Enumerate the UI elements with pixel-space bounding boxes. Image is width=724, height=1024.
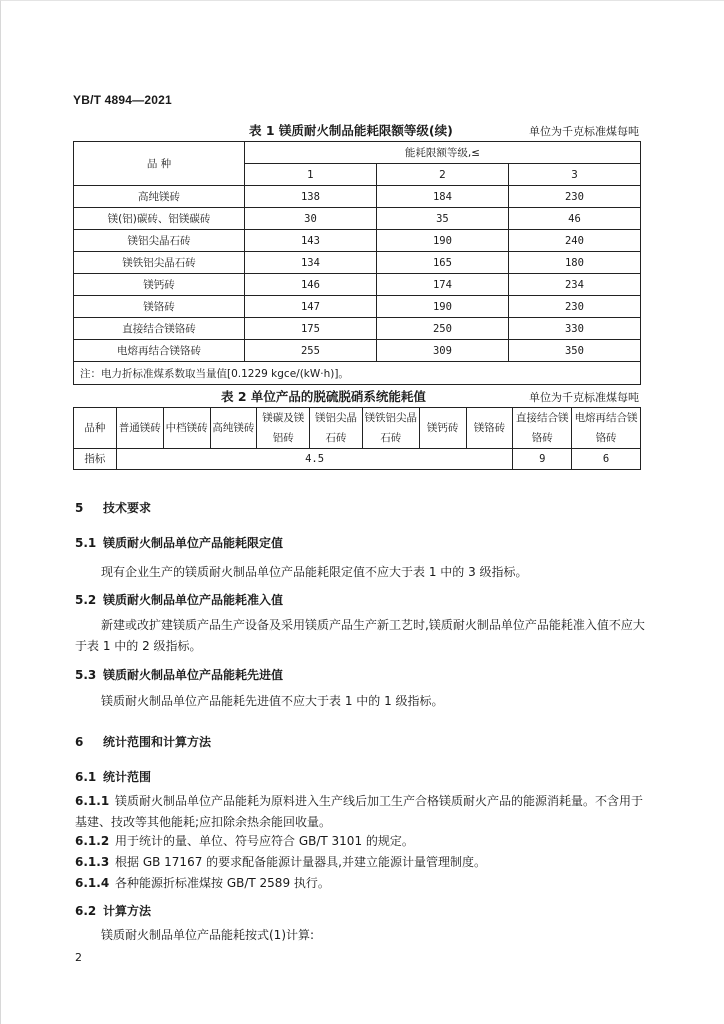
energy-limit-table [73, 141, 641, 385]
table1-cell: 184 [376, 186, 508, 208]
paragraph: 新建或改扩建镁质产品生产设备及采用镁质产品生产新工艺时,镁质耐火制品单位产品能耗准入值不应大于表 1 中的 2 级指标。 [75, 618, 645, 653]
table2-head: 直接结合镁铬砖 [513, 408, 572, 449]
section-heading [75, 733, 211, 750]
section-heading [75, 499, 151, 516]
document-code: YB/T 4894—2021 [73, 93, 172, 107]
section-number: 5.1 [75, 536, 97, 550]
section-title: 镁质耐火制品单位产品能耗先进值 [103, 668, 284, 682]
table1-row-name: 直接结合镁铬砖 [74, 318, 245, 340]
clause-number: 6.1.3 [75, 855, 110, 869]
table-row [74, 340, 641, 362]
clause-text: 各种能源折标准煤按 GB/T 2589 执行。 [115, 876, 330, 890]
table1-row-name: 镁(铝)碳砖、铝镁碳砖 [74, 208, 245, 230]
table1-grade: 2 [376, 164, 508, 186]
table2-value: 6 [572, 449, 641, 470]
table2-head: 高纯镁砖 [210, 408, 257, 449]
clause-text: 根据 GB 17167 的要求配备能源计量器具,并建立能源计量管理制度。 [115, 855, 486, 869]
table1-cell: 134 [245, 252, 377, 274]
clause-number: 6.1.1 [75, 794, 110, 808]
table1-cell: 250 [376, 318, 508, 340]
table-row [74, 449, 641, 470]
section-number: 5.3 [75, 668, 97, 682]
table2-row-label: 指标 [74, 449, 117, 470]
table1-cell: 147 [245, 296, 377, 318]
table1-cell: 174 [376, 274, 508, 296]
table1-unit: 单位为千克标准煤每吨 [529, 125, 639, 138]
section-title: 统计范围 [103, 770, 152, 784]
table1-cell: 138 [245, 186, 377, 208]
table2-head: 镁碳及镁铝砖 [257, 408, 310, 449]
table1-grade: 3 [508, 164, 640, 186]
table1-cell: 190 [376, 296, 508, 318]
table1-row-name: 镁钙砖 [74, 274, 245, 296]
table1-head-name: 品 种 [74, 142, 245, 186]
table1-caption: 表 1 镁质耐火制品能耗限额等级(续) [249, 123, 453, 138]
paragraph: 镁质耐火制品单位产品能耗先进值不应大于表 1 中的 1 级指标。 [101, 694, 444, 708]
table1-cell: 46 [508, 208, 640, 230]
section-title: 计算方法 [103, 904, 152, 918]
table2-value: 9 [513, 449, 572, 470]
table1-head-group: 能耗限额等级,≤ [245, 142, 641, 164]
desulfurization-table [73, 407, 641, 470]
table-row [74, 186, 641, 208]
table1-cell: 30 [245, 208, 377, 230]
table1-cell: 309 [376, 340, 508, 362]
clause-number: 6.1.4 [75, 876, 110, 890]
table-row [74, 318, 641, 340]
section-title: 镁质耐火制品单位产品能耗准入值 [103, 593, 284, 607]
table1-cell: 350 [508, 340, 640, 362]
table1-cell: 190 [376, 230, 508, 252]
section-title: 镁质耐火制品单位产品能耗限定值 [103, 536, 284, 550]
section-heading [75, 666, 283, 683]
table2-head: 电熔再结合镁铬砖 [572, 408, 641, 449]
paragraph: 现有企业生产的镁质耐火制品单位产品能耗限定值不应大于表 1 中的 3 级指标。 [101, 565, 528, 579]
section-heading [75, 534, 283, 551]
section-number: 6.2 [75, 904, 97, 918]
section-title: 技术要求 [103, 501, 152, 515]
table1-note: 注：电力折标准煤系数取当量值[0.1229 kgce/(kW·h)]。 [74, 362, 641, 385]
table-row [74, 208, 641, 230]
table1-row-name: 电熔再结合镁铬砖 [74, 340, 245, 362]
section-heading [75, 768, 151, 785]
section-number: 6.1 [75, 770, 97, 784]
page-number: 2 [75, 951, 82, 964]
table1-cell: 175 [245, 318, 377, 340]
clause-text: 用于统计的量、单位、符号应符合 GB/T 3101 的规定。 [115, 834, 414, 848]
table2-head: 中档镁砖 [163, 408, 210, 449]
table-row [74, 296, 641, 318]
section-number: 5 [75, 501, 84, 515]
table1-row-name: 镁铬砖 [74, 296, 245, 318]
table1-cell: 330 [508, 318, 640, 340]
paragraph [75, 873, 645, 894]
table2-head: 普通镁砖 [116, 408, 163, 449]
section-number: 6 [75, 735, 84, 749]
table2-head: 镁铝尖晶石砖 [310, 408, 363, 449]
clause-number: 6.1.2 [75, 834, 110, 848]
table1-row-name: 高纯镁砖 [74, 186, 245, 208]
table1-cell: 146 [245, 274, 377, 296]
clause-text: 镁质耐火制品单位产品能耗为原料进入生产线后加工生产合格镁质耐火产品的能源消耗量。不含用于基建、技改等其他能耗;应扣除余热余能回收量。 [75, 794, 644, 829]
table1-grade: 1 [245, 164, 377, 186]
paragraph: 镁质耐火制品单位产品能耗按式(1)计算: [101, 928, 315, 942]
table1-cell: 255 [245, 340, 377, 362]
table2-common-value: 4.5 [116, 449, 513, 470]
table1-cell: 234 [508, 274, 640, 296]
table2-head-first: 品种 [74, 408, 117, 449]
table1-cell: 240 [508, 230, 640, 252]
table1-cell: 143 [245, 230, 377, 252]
table2-unit: 单位为千克标准煤每吨 [529, 391, 639, 404]
table-row [74, 230, 641, 252]
table2-caption: 表 2 单位产品的脱硫脱硝系统能耗值 [221, 389, 426, 404]
table1-cell: 35 [376, 208, 508, 230]
table-row [74, 274, 641, 296]
section-title: 统计范围和计算方法 [103, 735, 212, 749]
table1-cell: 165 [376, 252, 508, 274]
table-row [74, 252, 641, 274]
table2-head: 镁钙砖 [419, 408, 466, 449]
section-number: 5.2 [75, 593, 97, 607]
table1-cell: 180 [508, 252, 640, 274]
table1-cell: 230 [508, 186, 640, 208]
table1-cell: 230 [508, 296, 640, 318]
section-heading [75, 591, 283, 608]
table1-row-name: 镁铝尖晶石砖 [74, 230, 245, 252]
section-heading [75, 902, 151, 919]
table2-head: 镁铬砖 [466, 408, 513, 449]
paragraph [75, 791, 645, 833]
paragraph [75, 831, 645, 852]
table2-head: 镁铁铝尖晶石砖 [362, 408, 419, 449]
paragraph [75, 852, 645, 873]
table1-row-name: 镁铁铝尖晶石砖 [74, 252, 245, 274]
